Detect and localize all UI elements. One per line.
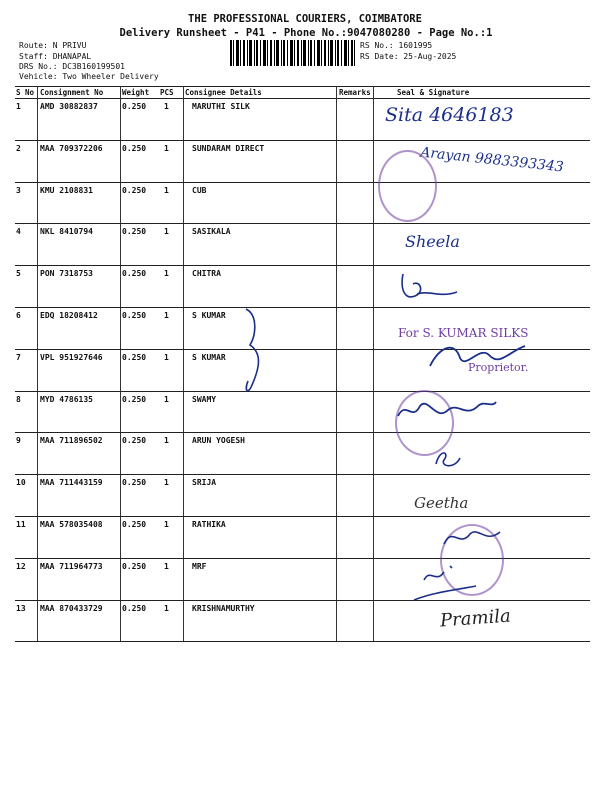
cell-consignee: MARUTHI SILK (192, 102, 250, 111)
cell-sno: 2 (16, 144, 21, 153)
cell-sno: 5 (16, 269, 21, 278)
company-title: THE PROFESSIONAL COURIERS, COIMBATORE (188, 13, 422, 25)
cell-pcs: 1 (164, 436, 169, 445)
barcode-image (230, 40, 355, 66)
cell-consignee: SASIKALA (192, 227, 231, 236)
cell-sno: 3 (16, 186, 21, 195)
table-top-rule (15, 86, 590, 87)
cell-weight: 0.250 (122, 478, 147, 487)
row-separator (15, 474, 590, 475)
signature-row-2: Arayan 9883393343 (419, 144, 565, 176)
cell-consignee: ARUN YOGESH (192, 436, 245, 445)
cell-sno: 11 (16, 520, 26, 529)
header-remarks: Remarks (339, 88, 371, 97)
header-weight: Weight (122, 88, 150, 97)
cell-consignment: VPL 951927646 (40, 353, 103, 362)
runsheet-subtitle: Delivery Runsheet - P41 - Phone No.:9047080280 - Page No.:1 (119, 27, 493, 39)
cell-consignee: CUB (192, 186, 207, 195)
drs-label: DRS No.: DC3B160199501 (19, 62, 125, 71)
table-header-rule (15, 98, 590, 99)
cell-pcs: 1 (164, 227, 169, 236)
header-pcs: PCS (160, 88, 174, 97)
cell-sno: 9 (16, 436, 21, 445)
row-separator (15, 641, 590, 642)
header-sno: S No (16, 88, 35, 97)
row-separator (15, 600, 590, 601)
cell-weight: 0.250 (122, 395, 147, 404)
cell-pcs: 1 (164, 144, 169, 153)
rs-block (360, 41, 456, 62)
signature-row-4: Sheela (405, 232, 460, 251)
cell-weight: 0.250 (122, 353, 147, 362)
cell-pcs: 1 (164, 604, 169, 613)
cell-weight: 0.250 (122, 604, 147, 613)
cell-pcs: 1 (164, 269, 169, 278)
cell-sno: 7 (16, 353, 21, 362)
remarks-scribble (236, 305, 266, 400)
seal-stamp (378, 150, 437, 222)
cell-consignee: CHITRA (192, 269, 221, 278)
signature-row-5 (395, 270, 465, 306)
cell-consignment: MAA 709372206 (40, 144, 103, 153)
rs-number: RS No.: 1601995 (360, 41, 433, 50)
signature-row-12 (410, 560, 480, 605)
cell-pcs: 1 (164, 478, 169, 487)
cell-sno: 13 (16, 604, 26, 613)
header-consignee: Consignee Details (185, 88, 262, 97)
cell-consignment: KMU 2108831 (40, 186, 93, 195)
cell-sno: 10 (16, 478, 26, 487)
cell-consignment: MAA 870433729 (40, 604, 103, 613)
header-consignment: Consignment No (40, 88, 104, 97)
cell-consignee: SWAMY (192, 395, 217, 404)
signature-row-13: Pramila (439, 605, 512, 632)
signature-row-10: Geetha (414, 494, 469, 512)
row-separator (15, 223, 590, 224)
cell-sno: 1 (16, 102, 21, 111)
cell-weight: 0.250 (122, 562, 147, 571)
cell-weight: 0.250 (122, 186, 147, 195)
cell-weight: 0.250 (122, 102, 147, 111)
cell-sno: 4 (16, 227, 21, 236)
row-separator (15, 516, 590, 517)
staff-label: Staff: DHANAPAL (19, 51, 92, 61)
cell-sno: 12 (16, 562, 26, 571)
cell-consignee: SUNDARAM DIRECT (192, 144, 265, 153)
cell-pcs: 1 (164, 395, 169, 404)
vehicle-label: Vehicle: Two Wheeler Delivery (19, 72, 159, 81)
cell-consignee: S KUMAR (192, 311, 226, 320)
cell-weight: 0.250 (122, 227, 147, 236)
cell-consignment: NKL 8410794 (40, 227, 93, 236)
signature-row-9 (430, 444, 470, 474)
cell-pcs: 1 (164, 186, 169, 195)
row-separator (15, 391, 590, 392)
signature-row-1: Sita 4646183 (385, 104, 514, 126)
cell-consignment: MAA 578035408 (40, 520, 103, 529)
cell-consignee: RATHIKA (192, 520, 226, 529)
cell-pcs: 1 (164, 520, 169, 529)
cell-weight: 0.250 (122, 520, 147, 529)
header-seal-signature: Seal & Signature (397, 88, 470, 97)
row-separator (15, 307, 590, 308)
row-separator (15, 432, 590, 433)
cell-weight: 0.250 (122, 311, 147, 320)
cell-consignment: EDQ 18208412 (40, 311, 98, 320)
cell-pcs: 1 (164, 102, 169, 111)
cell-consignment: MAA 711896502 (40, 436, 103, 445)
row-separator (15, 140, 590, 141)
cell-pcs: 1 (164, 353, 169, 362)
cell-consignee: MRF (192, 562, 207, 571)
cell-sno: 8 (16, 395, 21, 404)
cell-consignee: SRIJA (192, 478, 217, 487)
signature-row-8 (392, 392, 502, 428)
cell-pcs: 1 (164, 562, 169, 571)
cell-consignment: MYD 4786135 (40, 395, 93, 404)
cell-weight: 0.250 (122, 144, 147, 153)
stamp-text-proprietor: Proprietor. (468, 361, 529, 374)
cell-consignment: PON 7318753 (40, 269, 93, 278)
cell-sno: 6 (16, 311, 21, 320)
signature-row-11 (438, 522, 508, 552)
cell-consignment: MAA 711443159 (40, 478, 103, 487)
cell-consignee: KRISHNAMURTHY (192, 604, 255, 613)
cell-consignee: S KUMAR (192, 353, 226, 362)
route-staff-block (19, 41, 125, 73)
rs-date: RS Date: 25-Aug-2025 (360, 51, 457, 61)
stamp-text-company: For S. KUMAR SILKS (398, 326, 529, 340)
cell-consignment: MAA 711964773 (40, 562, 103, 571)
row-separator (15, 265, 590, 266)
row-separator (15, 182, 590, 183)
cell-pcs: 1 (164, 311, 169, 320)
cell-weight: 0.250 (122, 269, 147, 278)
cell-consignment: AMD 30882837 (40, 102, 98, 111)
route-label: Route: N PRIVU (19, 41, 87, 50)
cell-weight: 0.250 (122, 436, 147, 445)
